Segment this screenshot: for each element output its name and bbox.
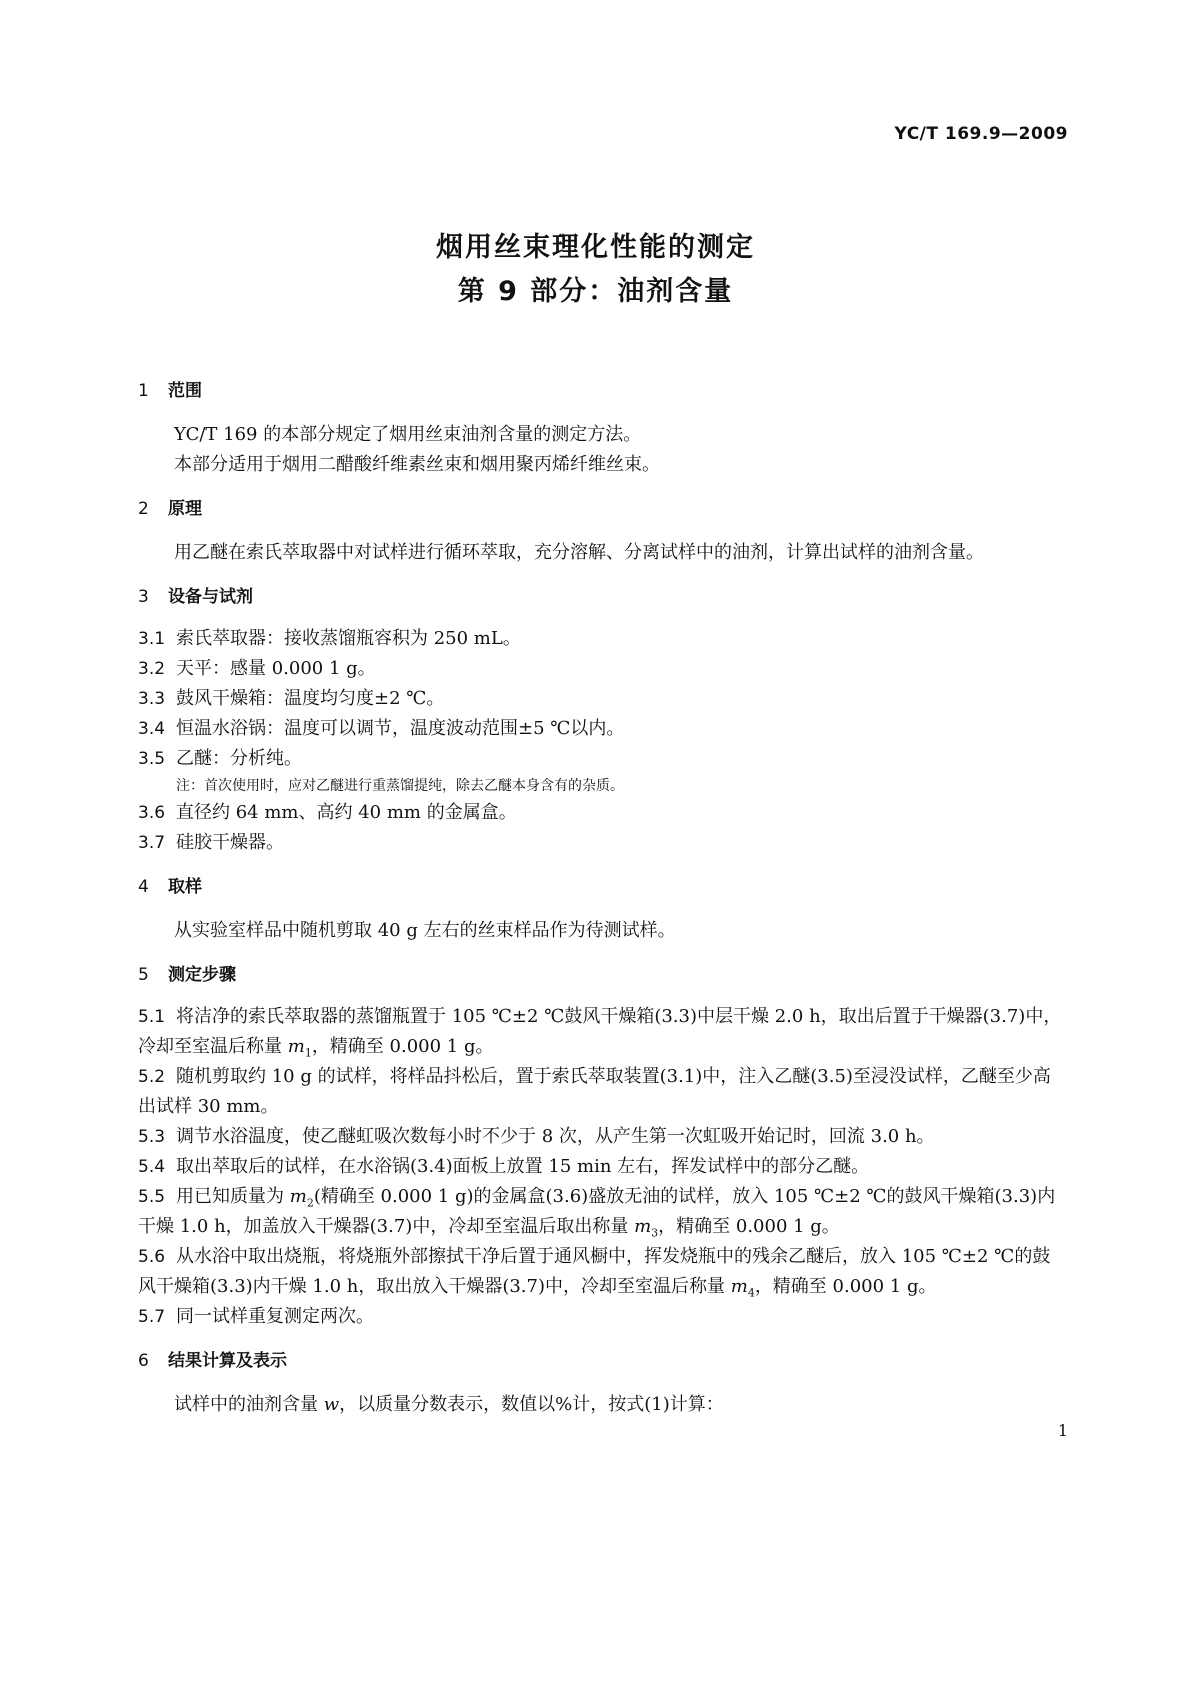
list-item: 3.7 硅胶干燥器。 [138,832,284,853]
step-5-4: 5.4 取出萃取后的试样，在水浴锅(3.4)面板上放置 15 min 左右，挥发试样中的部分乙醚。 [138,1156,870,1177]
section-title: 范围 [168,381,202,401]
ether-note: 注：首次使用时，应对乙醚进行重蒸馏提纯，除去乙醚本身含有的杂质。 [176,778,624,794]
list-item: 3.1 索氏萃取器：接收蒸馏瓶容积为 250 mL。 [138,628,521,649]
list-item: 3.3 鼓风干燥箱：温度均匀度±2 ℃。 [138,688,445,709]
section-title: 取样 [168,877,202,897]
scope-paragraph-2: 本部分适用于烟用二醋酸纤维素丝束和烟用聚丙烯纤维丝束。 [174,454,660,475]
section-title: 结果计算及表示 [168,1351,287,1371]
section-number: 1 [138,381,149,401]
step-5-7: 5.7 同一试样重复测定两次。 [138,1306,374,1327]
step-5-3: 5.3 调节水浴温度，使乙醚虹吸次数每小时不少于 8 次，从产生第一次虹吸开始记时，回流 3.0 h。 [138,1126,935,1147]
section-3-heading [138,582,1068,612]
standard-code: YC/T 169.9—2009 [894,124,1068,144]
list-item: 3.5 乙醚：分析纯。 [138,748,302,769]
section-2-heading [138,494,1068,524]
step-5-1: 5.1 将洁净的索氏萃取器的蒸馏瓶置于 105 ℃±2 ℃鼓风干燥箱(3.3)中层干燥 2.0 h，取出后置于干燥器(3.7)中，冷却至室温后称量 $m_1$，精确至 0.000 1 g。 [138,1006,1062,1060]
section-number: 2 [138,499,149,519]
sampling-paragraph: 从实验室样品中随机剪取 40 g 左右的丝束样品作为待测试样。 [174,920,676,941]
section-6-heading [138,1346,1068,1376]
section-4-heading [138,872,1068,902]
section-title: 设备与试剂 [168,587,253,607]
section-title: 原理 [168,499,202,519]
section-title: 测定步骤 [168,965,236,985]
section-number: 4 [138,877,149,897]
title-line-2: 第 9 部分：油剂含量 [457,276,734,307]
list-item: 3.4 恒温水浴锅：温度可以调节，温度波动范围±5 ℃以内。 [138,718,625,739]
scope-paragraph-1: YC/T 169 的本部分规定了烟用丝束油剂含量的测定方法。 [174,424,642,445]
list-item: 3.6 直径约 64 mm、高约 40 mm 的金属盒。 [138,802,517,823]
section-5-heading [138,960,1068,990]
section-1-heading [138,376,1068,406]
step-5-5: 5.5 用已知质量为 $m_2$(精确至 0.000 1 g)的金属盒(3.6)盛放无油的试样，放入 105 ℃±2 ℃的鼓风干燥箱(3.3)内干燥 1.0 h，加盖放入干燥器(3.7)中，冷却至室温后取出称量 $m_3$，精确至 0.000 1 g。 [138,1186,1056,1240]
calculation-paragraph: 试样中的油剂含量 w，以质量分数表示，数值以%计，按式(1)计算： [174,1394,724,1415]
step-5-6: 5.6 从水浴中取出烧瓶，将烧瓶外部擦拭干净后置于通风橱中，挥发烧瓶中的残余乙醚后，放入 105 ℃±2 ℃的鼓风干燥箱(3.3)内干燥 1.0 h，取出放入干燥器(3.7)中，冷却至室温后称量 $m_4$，精确至 0.000 1 g。 [138,1246,1051,1300]
document-title [0,226,1191,314]
document-body [138,376,1068,1420]
principle-paragraph: 用乙醚在索氏萃取器中对试样进行循环萃取，充分溶解、分离试样中的油剂，计算出试样的油剂含量。 [174,542,984,563]
title-line-1: 烟用丝束理化性能的测定 [436,232,755,263]
page-number: 1 [1057,1421,1068,1440]
section-number: 6 [138,1351,149,1371]
section-number: 5 [138,965,149,985]
list-item: 3.2 天平：感量 0.000 1 g。 [138,658,376,679]
section-number: 3 [138,587,149,607]
step-5-2: 5.2 随机剪取约 10 g 的试样，将样品抖松后，置于索氏萃取装置(3.1)中，注入乙醚(3.5)至浸没试样，乙醚至少高出试样 30 mm。 [138,1066,1051,1117]
